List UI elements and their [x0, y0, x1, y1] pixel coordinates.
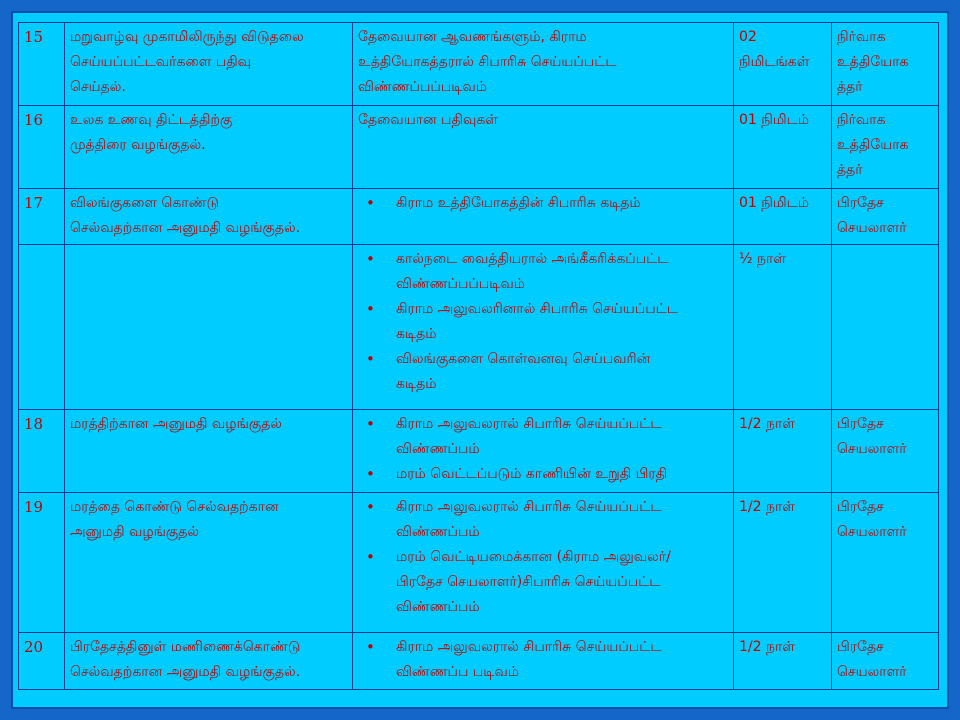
time-required: 1/2 நாள்	[734, 410, 832, 493]
table-row	[19, 410, 939, 493]
table-row	[19, 245, 939, 410]
services-table	[18, 22, 939, 690]
service-name: மறுவாழ்வு முகாமிலிருந்து விடுதலை செய்யப்பட்டவர்களை பதிவு செய்தல்.	[65, 23, 353, 106]
time-required: ½ நாள்	[734, 245, 832, 410]
required-documents	[353, 410, 734, 493]
service-name: உலக உணவு திட்டத்திற்கு முத்திரை வழங்குதல்.	[65, 106, 353, 189]
document-item: • கிராம உத்தியோகத்தின் சிபாரிசு கடிதம்	[396, 191, 728, 216]
required-documents: தேவையான பதிவுகள்	[353, 106, 734, 189]
row-number: 16	[19, 106, 65, 189]
responsible-officer	[832, 245, 939, 410]
document-item: • மரம் வெட்டியமைக்கான (கிராம அலுவலர்/ பிரதேச செயலாளர்)சிபாரிசு செய்யப்பட்ட விண்ணப்பம்	[396, 545, 728, 620]
document-item: • கிராம அலுவலரால் சிபாரிசு செய்யப்பட்ட விண்ணப்ப படிவம்	[396, 635, 728, 685]
row-number: 18	[19, 410, 65, 493]
row-number: 19	[19, 493, 65, 633]
row-number: 20	[19, 633, 65, 690]
document-item: • கிராம அலுவலரால் சிபாரிசு செய்யப்பட்ட விண்ணப்பம்	[396, 495, 728, 545]
time-required: 01 நிமிடம்	[734, 189, 832, 245]
required-documents	[353, 245, 734, 410]
time-required: 01 நிமிடம்	[734, 106, 832, 189]
document-item: • விலங்குகளை கொள்வனவு செய்பவரின் கடிதம்	[396, 347, 728, 397]
required-documents: தேவையான ஆவணங்களும், கிராம உத்தியோகத்தரால் சிபாரிசு செய்யப்பட்ட விண்ணப்பப்படிவம்	[353, 23, 734, 106]
service-name: மரத்தை கொண்டு செல்வதற்கான அனுமதி வழங்குதல்	[65, 493, 353, 633]
time-required: 1/2 நாள்	[734, 493, 832, 633]
document-item: • கிராம அலுவலரினால் சிபாரிசு செய்யப்பட்ட கடிதம்	[396, 297, 728, 347]
responsible-officer: நிர்வாக உத்தியோக த்தர்	[832, 106, 939, 189]
row-number: 15	[19, 23, 65, 106]
responsible-officer: பிரதேச செயலாளர்	[832, 493, 939, 633]
document-item: • மரம் வெட்டப்படும் காணியின் உறுதி பிரதி	[396, 462, 728, 487]
row-number: 17	[19, 189, 65, 245]
table-row	[19, 189, 939, 245]
time-required: 02 நிமிடங்கள்	[734, 23, 832, 106]
responsible-officer: பிரதேச செயலாளர்	[832, 633, 939, 690]
responsible-officer: நிர்வாக உத்தியோக த்தர்	[832, 23, 939, 106]
table-row	[19, 23, 939, 106]
document-item: • கிராம அலுவலரால் சிபாரிசு செய்யப்பட்ட விண்ணப்பம்	[396, 412, 728, 462]
table-row	[19, 633, 939, 690]
time-required: 1/2 நாள்	[734, 633, 832, 690]
responsible-officer: பிரதேச செயலாளர்	[832, 189, 939, 245]
row-number	[19, 245, 65, 410]
service-name	[65, 245, 353, 410]
service-name: மரத்திற்கான அனுமதி வழங்குதல்	[65, 410, 353, 493]
table-row	[19, 493, 939, 633]
service-name: பிரதேசத்தினுள் மணிணைக்கொண்டு செல்வதற்கான அனுமதி வழங்குதல்.	[65, 633, 353, 690]
service-name: விலங்குகளை கொண்டு செல்வதற்கான அனுமதி வழங்குதல்.	[65, 189, 353, 245]
responsible-officer: பிரதேச செயலாளர்	[832, 410, 939, 493]
document-item: • கால்நடை வைத்தியரால் அங்கீகரிக்கப்பட்ட விண்ணப்பப்படிவம்	[396, 247, 728, 297]
required-documents	[353, 189, 734, 245]
required-documents	[353, 633, 734, 690]
required-documents	[353, 493, 734, 633]
table-row	[19, 106, 939, 189]
